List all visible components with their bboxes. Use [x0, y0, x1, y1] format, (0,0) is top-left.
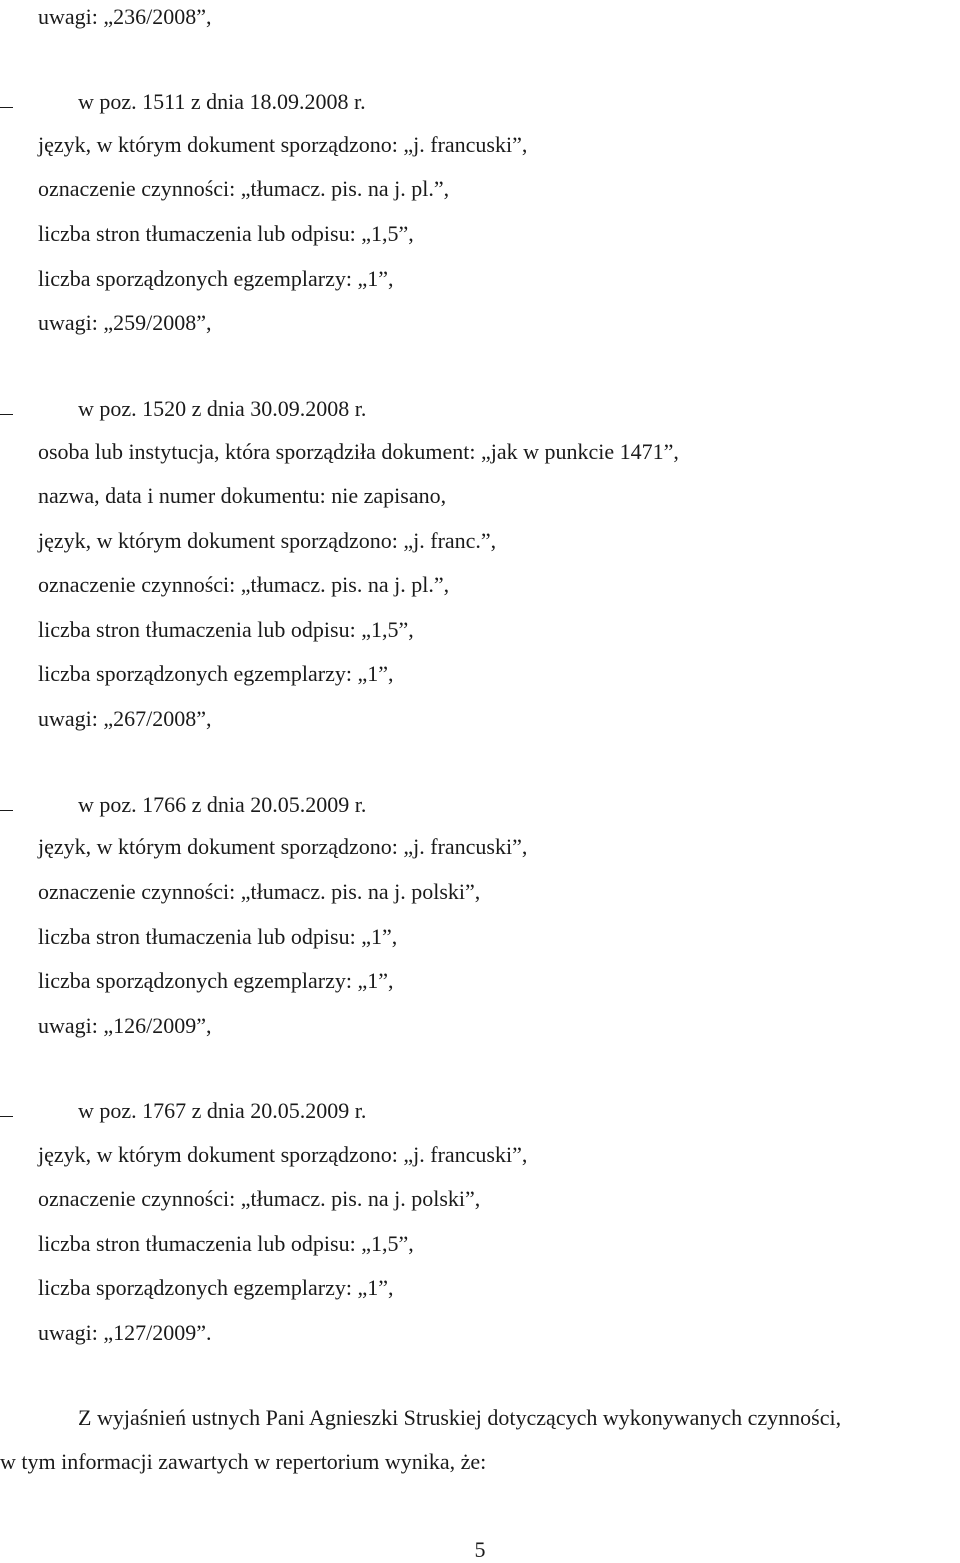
entry-line: liczba stron tłumaczenia lub odpisu: „1,5”,	[38, 617, 414, 642]
entry-line: uwagi: „267/2008”,	[38, 706, 212, 731]
paragraph-line: Z wyjaśnień ustnych Pani Agnieszki Struskiej dotyczących wykonywanych czynności,	[78, 1405, 842, 1430]
page-number: 5	[474, 1537, 486, 1562]
entry-line: oznaczenie czynności: „tłumacz. pis. na j. pl.”,	[38, 176, 450, 201]
entry-header: w poz. 1520 z dnia 30.09.2008 r.	[78, 396, 367, 421]
entry-line: język, w którym dokument sporządzono: „j. francuski”,	[38, 132, 528, 157]
entry-line: nazwa, data i numer dokumentu: nie zapisano,	[38, 483, 447, 508]
entry-line: język, w którym dokument sporządzono: „j. francuski”,	[38, 1142, 528, 1167]
entry-line: język, w którym dokument sporządzono: „j. francuski”,	[38, 834, 528, 859]
entry-line: oznaczenie czynności: „tłumacz. pis. na j. pl.”,	[38, 572, 450, 597]
entry-line: liczba sporządzonych egzemplarzy: „1”,	[38, 968, 394, 993]
dash-bullet	[0, 810, 13, 811]
entry-line: oznaczenie czynności: „tłumacz. pis. na j. polski”,	[38, 1186, 481, 1211]
paragraph-line: w tym informacji zawartych w repertorium wynika, że:	[0, 1449, 487, 1474]
entry-line: liczba sporządzonych egzemplarzy: „1”,	[38, 661, 394, 686]
entry-line: liczba stron tłumaczenia lub odpisu: „1”,	[38, 924, 398, 949]
entry-line: osoba lub instytucja, która sporządziła dokument: „jak w punkcie 1471”,	[38, 439, 679, 464]
entry-header: w poz. 1767 z dnia 20.05.2009 r.	[78, 1098, 367, 1123]
entry-line: liczba stron tłumaczenia lub odpisu: „1,5”,	[38, 221, 414, 246]
dash-bullet	[0, 414, 13, 415]
entry-line: uwagi: „259/2008”,	[38, 310, 212, 335]
entry-header: w poz. 1511 z dnia 18.09.2008 r.	[78, 89, 366, 114]
entry-line: liczba stron tłumaczenia lub odpisu: „1,5”,	[38, 1231, 414, 1256]
entry-line: uwagi: „127/2009”.	[38, 1320, 212, 1345]
entry-line: liczba sporządzonych egzemplarzy: „1”,	[38, 266, 394, 291]
dash-bullet	[0, 107, 13, 108]
entry-line: uwagi: „126/2009”,	[38, 1013, 212, 1038]
entry-header: w poz. 1766 z dnia 20.05.2009 r.	[78, 792, 367, 817]
top-fragment-line: uwagi: „236/2008”,	[38, 4, 212, 29]
entry-line: oznaczenie czynności: „tłumacz. pis. na j. polski”,	[38, 879, 481, 904]
entry-line: język, w którym dokument sporządzono: „j. franc.”,	[38, 528, 497, 553]
entry-line: liczba sporządzonych egzemplarzy: „1”,	[38, 1275, 394, 1300]
dash-bullet	[0, 1116, 13, 1117]
